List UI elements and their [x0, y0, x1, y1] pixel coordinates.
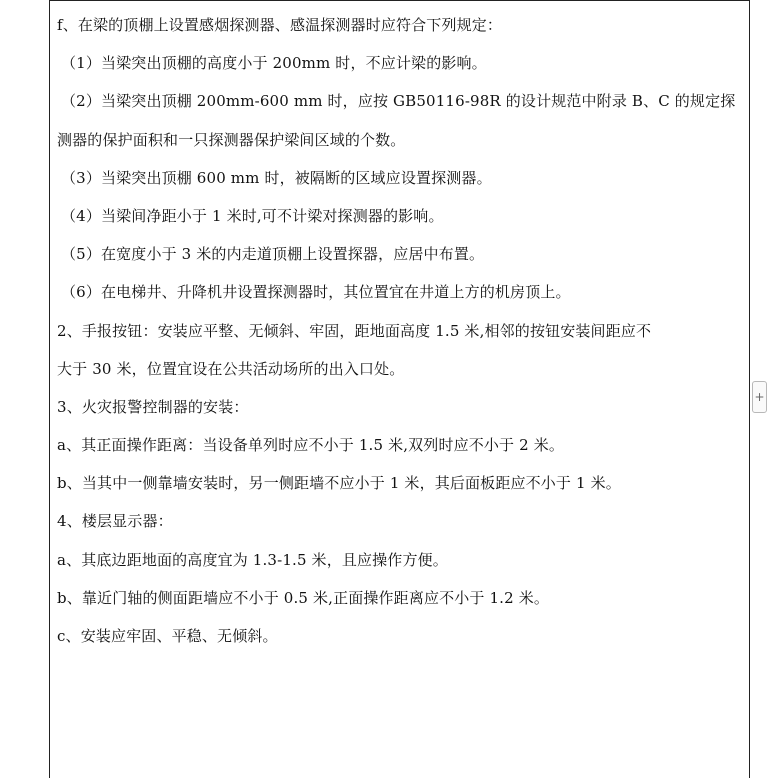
line-controller-heading: 3、火灾报警控制器的安装： [57, 397, 249, 416]
line-rule-3: （3）当梁突出顶棚 600 mm 时，被隔断的区域应设置探测器。 [61, 168, 492, 187]
document-body [57, 6, 752, 655]
line-rule-6: （6）在电梯井、升降机井设置探测器时，其位置宜在井道上方的机房顶上。 [61, 283, 571, 302]
line-manual-alarm-button: 2、手报按钮：安装应平整、无倾斜、牢固，距地面高度 1.5 米,相邻的按钮安装间距应不 [57, 321, 652, 340]
line-rule-1: （1）当梁突出顶棚的高度小于 200mm 时，不应计梁的影响。 [61, 54, 487, 73]
line-rule-5: （5）在宽度小于 3 米的内走道顶棚上设置探器，应居中布置。 [61, 245, 485, 264]
line-manual-alarm-button-continued: 大于 30 米，位置宜设在公共活动场所的出入口处。 [57, 359, 405, 378]
line-rule-2-continued: 测器的保护面积和一只探测器保护梁间区域的个数。 [57, 130, 406, 149]
plus-icon: + [754, 390, 765, 404]
line-floor-display-a: a、其底边距地面的高度宜为 1.3-1.5 米，且应操作方便。 [57, 550, 448, 569]
line-floor-display-b: b、靠近门轴的侧面距墙应不小于 0.5 米,正面操作距离应不小于 1.2 米。 [57, 588, 550, 607]
line-rule-2: （2）当梁突出顶棚 200mm-600 mm 时，应按 GB50116-98R 的设计规范中附录 B、C 的规定探 [61, 92, 736, 111]
line-rule-4: （4）当梁间净距小于 1 米时,可不计梁对探测器的影响。 [61, 206, 444, 225]
line-floor-display-heading: 4、楼层显示器： [57, 512, 173, 531]
add-tab-button[interactable] [752, 381, 767, 413]
line-floor-display-c: c、安装应牢固、平稳、无倾斜。 [57, 627, 278, 645]
line-controller-b: b、当其中一侧靠墙安装时，另一侧距墙不应小于 1 米，其后面板距应不小于 1 米。 [57, 474, 621, 493]
line-smoke-heat-detector-rule: f、在梁的顶棚上设置感烟探测器、感温探测器时应符合下列规定： [57, 16, 503, 34]
line-controller-a: a、其正面操作距离：当设备单列时应不小于 1.5 米,双列时应不小于 2 米。 [57, 436, 565, 455]
